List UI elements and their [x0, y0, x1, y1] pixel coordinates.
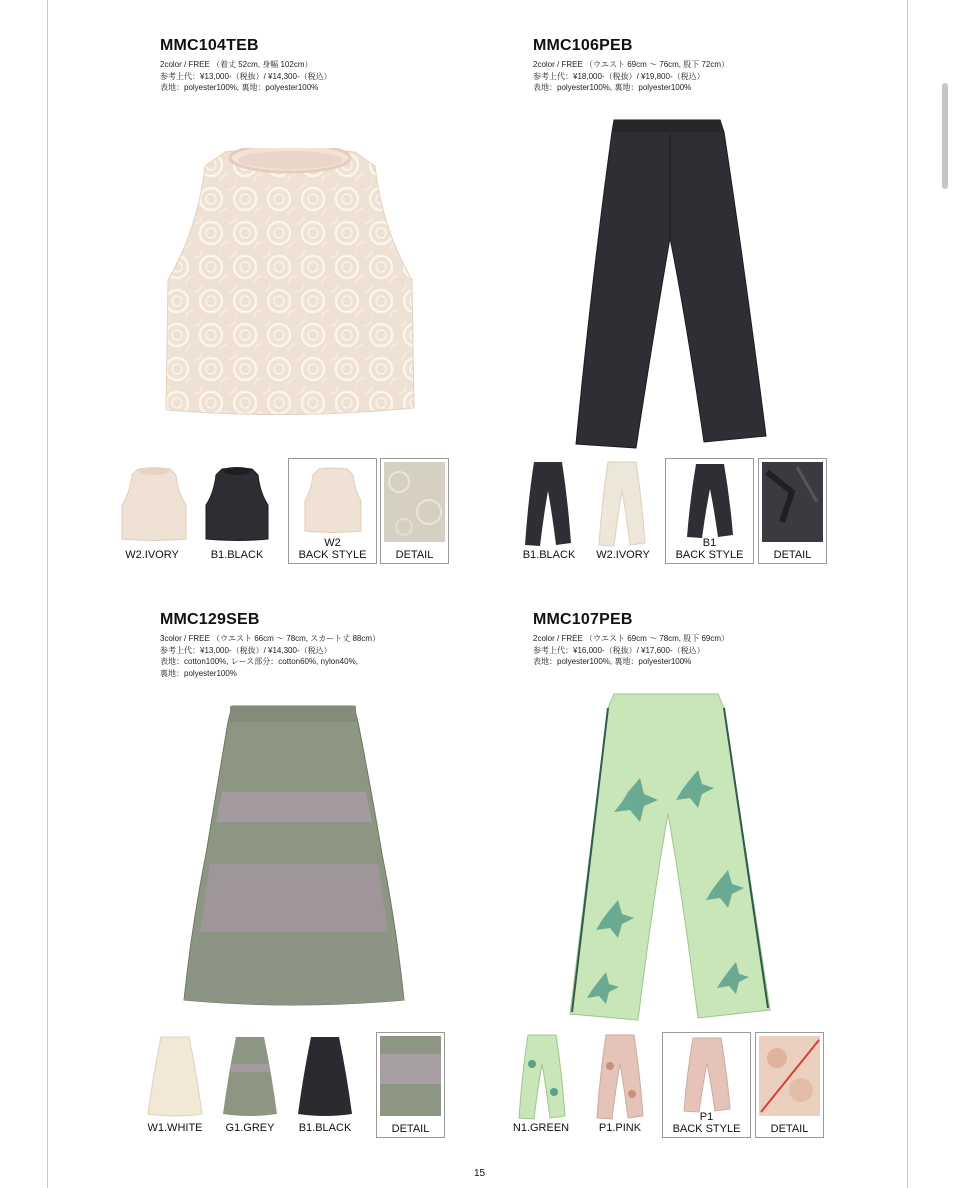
back-style-color-code: W2 — [324, 537, 341, 549]
back-style-color-code: P1 — [699, 1111, 714, 1123]
tiered-lace-skirt-image[interactable] — [182, 704, 406, 1008]
detail-frame[interactable] — [376, 1032, 445, 1138]
thumb-skirt-black[interactable] — [297, 1036, 353, 1118]
thumb-pants-pink[interactable] — [596, 1034, 644, 1120]
product-info — [533, 633, 729, 668]
back-style-label: BACK STYLE — [675, 549, 744, 561]
thumb-skirt-white[interactable] — [147, 1036, 203, 1118]
thumb-pants-black[interactable] — [524, 461, 572, 547]
back-style-label: BACK STYLE — [672, 1123, 741, 1135]
detail-skirt-lace-image — [380, 1036, 441, 1116]
thumb-label-n1-green: N1.GREEN — [512, 1122, 570, 1134]
product-info — [160, 633, 380, 679]
product-code: MMC129SEB — [160, 611, 260, 628]
product-info — [533, 59, 729, 94]
product-code: MMC106PEB — [533, 37, 633, 54]
detail-label: DETAIL — [395, 549, 434, 561]
back-style-color-code: B1 — [702, 537, 717, 549]
detail-pink-print-image — [759, 1036, 820, 1116]
product-block-mmc104teb — [160, 37, 332, 94]
product-code: MMC104TEB — [160, 37, 259, 54]
back-style-frame[interactable] — [288, 458, 377, 564]
back-style-frame[interactable] — [665, 458, 754, 564]
product-material-line: 表地：polyester100%, 裏地：polyester100% — [160, 83, 319, 92]
back-style-top-image — [303, 467, 363, 533]
product-size-line: 2color / FREE （ウエスト 69cm 〜 76cm, 股下 72cm） — [533, 60, 730, 69]
product-material-line: 表地：cotton100%, レース部分：cotton60%, nylon40%, — [160, 657, 358, 666]
product-info — [160, 59, 332, 94]
detail-frame[interactable] — [380, 458, 449, 564]
page-number: 15 — [473, 1168, 486, 1179]
product-size-line: 3color / FREE （ウエスト 66cm 〜 78cm, スカート丈 88cm） — [160, 634, 381, 643]
back-style-pants-image — [686, 463, 734, 539]
detail-fringe-image — [762, 462, 823, 542]
detail-frame[interactable] — [755, 1032, 824, 1138]
back-style-label: BACK STYLE — [298, 549, 367, 561]
thumb-label-b1-black: B1.BLACK — [298, 1122, 352, 1134]
detail-label: DETAIL — [773, 549, 812, 561]
product-block-mmc129seb — [160, 611, 380, 679]
product-size-line: 2color / FREE （着丈 52cm, 身幅 102cm） — [160, 60, 313, 69]
thumb-pants-ivory[interactable] — [598, 461, 646, 547]
product-lining-line: 裏地：polyester100% — [160, 668, 237, 678]
product-block-mmc106peb — [533, 37, 729, 94]
detail-label: DETAIL — [770, 1123, 809, 1135]
product-material-line: 表地：polyester100%, 裏地：polyester100% — [533, 657, 692, 666]
back-style-pink-pants-image — [683, 1037, 731, 1113]
thumb-label-g1-grey: G1.GREY — [225, 1122, 275, 1134]
black-fringe-pants-image[interactable] — [574, 118, 770, 454]
product-price-line: 参考上代：¥13,000-（税抜）/ ¥14,300-（税込） — [160, 645, 332, 655]
page-edge-left — [47, 0, 48, 1188]
thumb-label-b1-black: B1.BLACK — [522, 549, 576, 561]
thumb-label-w2-ivory: W2.IVORY — [125, 549, 179, 561]
detail-label: DETAIL — [391, 1123, 430, 1135]
thumb-pants-green[interactable] — [518, 1034, 566, 1120]
detail-frame[interactable] — [758, 458, 827, 564]
product-price-line: 参考上代：¥16,000-（税抜）/ ¥17,600-（税込） — [533, 645, 705, 655]
product-price-line: 参考上代：¥18,000-（税抜）/ ¥19,800-（税込） — [533, 71, 705, 81]
product-block-mmc107peb — [533, 611, 729, 668]
ivory-lace-top-image[interactable] — [160, 148, 420, 416]
product-price-line: 参考上代：¥13,000-（税抜）/ ¥14,300-（税込） — [160, 71, 332, 81]
thumb-label-b1-black: B1.BLACK — [210, 549, 264, 561]
thumb-top-black[interactable] — [204, 467, 270, 541]
product-code: MMC107PEB — [533, 611, 633, 628]
thumb-top-ivory[interactable] — [120, 467, 188, 541]
detail-lace-image — [384, 462, 445, 542]
thumb-label-w1-white: W1.WHITE — [147, 1122, 203, 1134]
thumb-label-p1-pink: P1.PINK — [598, 1122, 642, 1134]
thumb-label-w2-ivory: W2.IVORY — [596, 549, 650, 561]
page-edge-right — [907, 0, 908, 1188]
back-style-frame[interactable] — [662, 1032, 751, 1138]
thumb-skirt-grey[interactable] — [222, 1036, 278, 1118]
scrollbar-thumb[interactable] — [942, 83, 948, 189]
product-size-line: 2color / FREE （ウエスト 69cm 〜 78cm, 股下 69cm） — [533, 634, 730, 643]
green-floral-pants-image[interactable] — [568, 692, 772, 1022]
product-material-line: 表地：polyester100%, 裏地：polyester100% — [533, 83, 692, 92]
